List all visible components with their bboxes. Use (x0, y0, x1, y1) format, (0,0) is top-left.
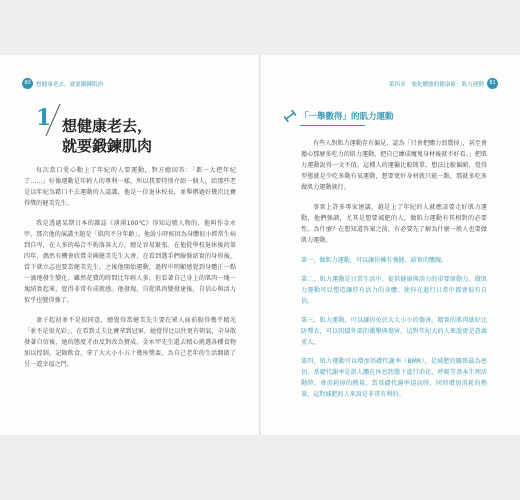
paragraph: 妻子起初並不是很同意，總覺得當健美先生要在眾人面前脫得幾乎精光「並不是很光彩」，在看到丈夫比賽拿到冠軍，她覺得比以往更有朝氣，全身散發著自信後，她的態度才由反對改為贊成。金永甲先生還去精心挑選各種食物加以控制，記錄飲食，拿了大大小小五十幾座獎盃，為自己老年的生活開啟了另一道幸福之門。 (24, 317, 236, 368)
paragraph: 每次當口愛心動上了年紀的人要運動，對方總回答：「都一大把年紀了……」好像運動是年輕人的專利一樣。所以我要特別介紹一個人，給那些老是以年紀為藉口不去運動的人認識，他是一位退休校長，並舉辦過好幾次比賽得獎的健美先生。 (24, 167, 236, 207)
section-title: 「一舉數得」的肌力運動 (300, 112, 394, 122)
page-number-right: 81 (487, 78, 498, 89)
section-underline (300, 125, 365, 126)
paragraph: 我是透過某期日本的雜誌《湧湧100℃》得知這號人物的，他叫作金永甲，那次他的演講主題是「肌肉不分年齡」。他說小時候因為身體很小經常生病到自卑，在人多的場合不夠落落大方，總是容易緊張。在他從學校退休後的第四年，偶然有機會欣賞全國健美先生大會，在看到選手們線條結實的身形後，當下就立志也要當健美先生。之後他開始運動，過程中明顯感覺到身體正一點一滴地發生變化。雖然花費的時間比年輕人多，但看著自己身上的肌肉一塊一塊結實起來，覺得非常有成就感。他發現，自從肌肉變發達後，自信心與活力似乎也變得強了。 (24, 220, 236, 304)
right-running-header (386, 78, 498, 89)
page-number-left: 80 (22, 78, 33, 89)
point-item: 第四，肌力運動可以增加基礎代謝率（BMR），是減肥的關係最為密切。基礎代謝率是指人體在休息狀態下進行消化、呼吸等基本生理活動時，會消耗掉的熱量。當基礎代謝率提高時，同時增加消耗的熱量，這對減肥的人來說是非常有利的。 (301, 358, 487, 398)
left-body-text (24, 165, 236, 379)
point-item: 第三，肌力運動，可以讓你免於大大小小的傷害。精實的肌肉就好比防彈衣，可以阻擋外部的衝擊與傷害，這對年紀大的人來說更是意義重大。 (301, 317, 487, 346)
chapter-title-line1: 想健康老去， (62, 117, 153, 135)
right-body-text (301, 138, 487, 408)
book-spine (259, 55, 261, 435)
chapter-title-line2: 就要鍛鍊肌肉 (62, 137, 153, 155)
point-item: 第二，肌力運動是日常生活中、提供健康與活力的重要原動力。做肌力運動可以塑造讓厚有活力的身體，使你在進行日常中都會很有自信。 (301, 276, 487, 305)
chapter-slash-decoration (44, 103, 62, 137)
left-running-header (22, 78, 106, 89)
paragraph: 事實上許多專家建議，越是上了年紀的人就應該要走好肌力運動，他們強調，尤其是想要減肥的人，做肌力運動有其相對的必要性。為什麼？在想知道答案之前，有必要先了解為什麼一般人也要做肌力運動。 (301, 204, 487, 244)
left-header-text: 想健康老去，就要鍛鍊肌肉 (36, 81, 104, 88)
right-header-text: 第四章 強化體態的健康術：肌力運動 (388, 81, 484, 88)
dumbbell-icon (283, 110, 297, 122)
point-item: 第一，做肌力運動，可以讓你擁有強健、結實的體魄。 (301, 257, 448, 264)
chapter-title (62, 116, 152, 156)
chapter-number: 1 (36, 105, 52, 131)
paragraph: 有些人對肌力運動存有偏見，認為「只會把體力浪費掉」，甚至會擔心那麼多吃力的肌力運動，把自己練成魔鬼身材後就不好看。」把肌力運動說得一文不值。這種人的運輸比較簡單，想法比較偏頗，覺得型態就是少吃多動有氧運動，想要更好身材就只能一點，那就多吃多做肌力運動就行。 (301, 140, 487, 191)
